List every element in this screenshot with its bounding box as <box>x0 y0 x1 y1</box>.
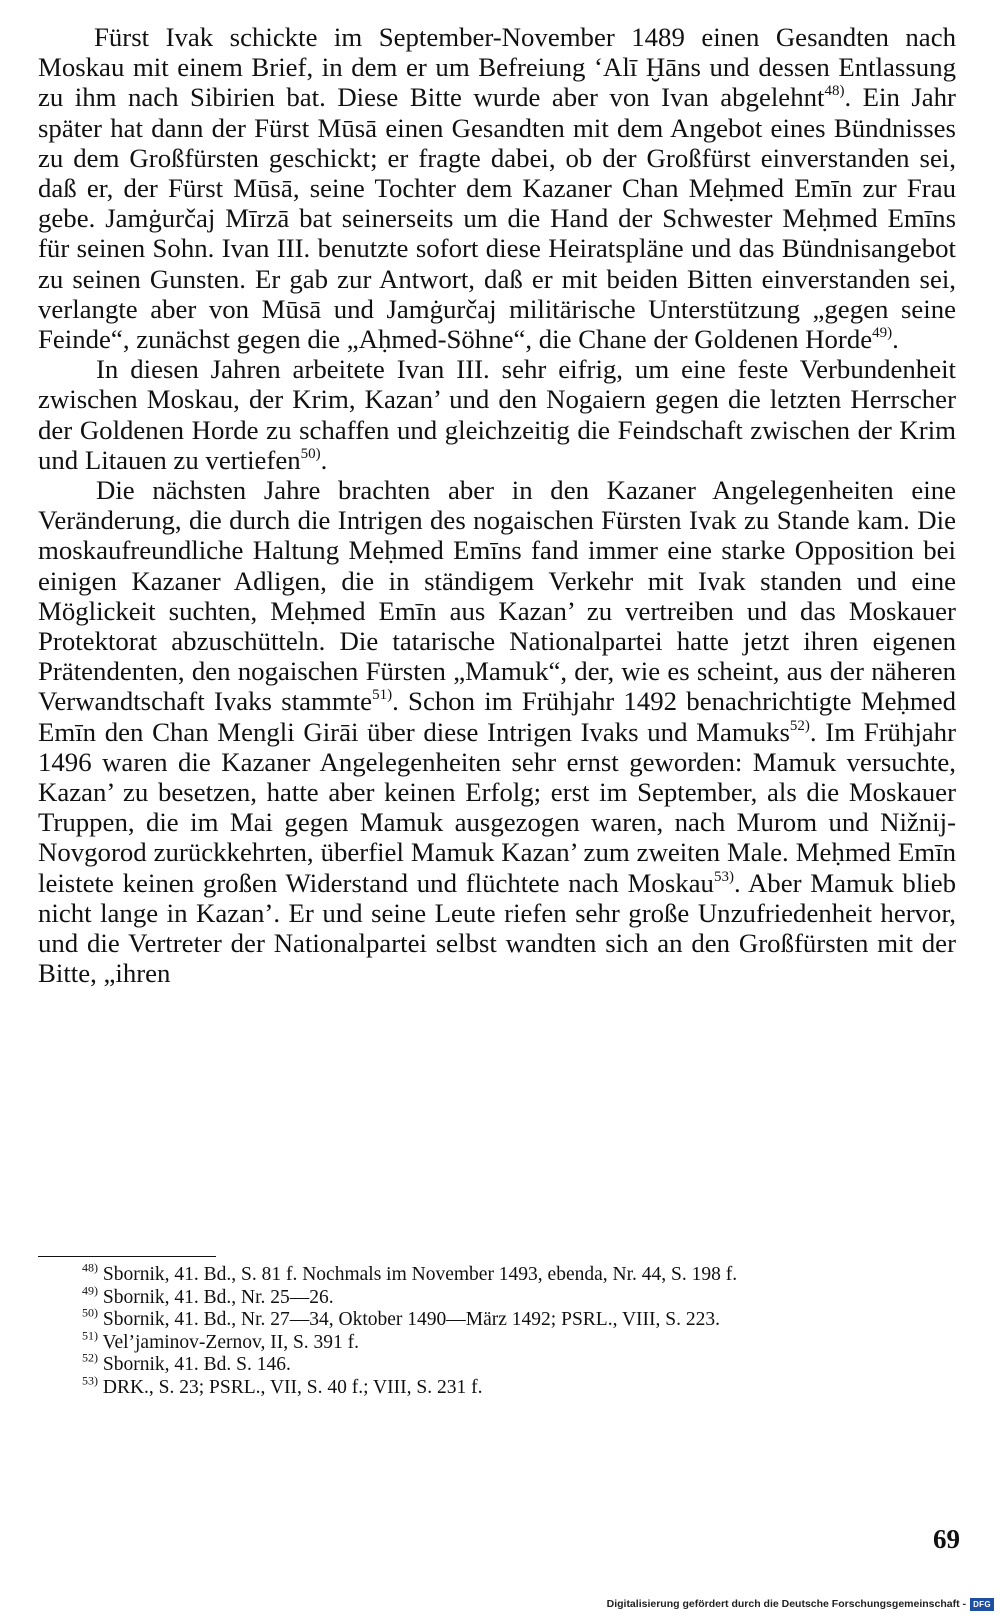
footnote-mark: 50) <box>82 1305 98 1320</box>
paragraph <box>38 22 956 354</box>
footnote <box>38 1328 956 1355</box>
dfg-logo-icon: DFG <box>970 1598 994 1611</box>
text-span: . Im Frühjahr 1496 waren die Kazaner Angelegenheiten sehr ernst geworden: Mamuk versuchte, Kazan’ zu besetzen, hatte aber keinen Erfolg; erst im September, als die Moskauer Truppen, die im Mai gegen Mamuk ausgezogen waren, nach Murom und Nižnij-Novgorod zurückkehrten, überfiel Mamuk Kazan’ zum zweiten Male. Meḥmed Emīn leistete keinen großen Widerstand und flüchtete nach Moskau <box>38 716 956 898</box>
footnote-mark: 49) <box>82 1283 98 1298</box>
text-span: . Ein Jahr später hat dann der Fürst Mūsā einen Gesandten mit dem Angebot eines Bündnisses zu dem Großfürsten geschickt; er fragte dabei, ob der Großfürst einverstanden sei, daß er, der Fürst Mūsā, seine Tochter dem Kazaner Chan Meḥmed Emīn zur Frau gebe. Jamġurčaj Mīrzā bat seinerseits um die Hand der Schwester Meḥmed Emīns für seinen Sohn. Ivan III. benutzte sofort diese Heiratspläne und das Bündnisangebot zu seinen Gunsten. Er gab zur Antwort, daß er mit beiden Bitten einverstanden sei, verlangte aber von Mūsā und Jamġurčaj militärische Unterstützung „gegen seine Feinde“, zunächst gegen die „Aḥmed-Söhne“, die Chane der Goldenen Horde <box>38 82 956 355</box>
text-span: . <box>320 444 328 475</box>
footnote-ref: 50) <box>300 445 321 462</box>
credit-text: Digitalisierung gefördert durch die Deutsche Forschungsgemeinschaft - <box>606 1598 966 1610</box>
footnote-mark: 48) <box>82 1260 98 1275</box>
text-span: Fürst Ivak schickte im September-November 1489 einen Gesandten nach Moskau mit einem Brief, in dem er um Befreiung ‘Alī Ḫāns und dessen Entlassung zu ihm nach Sibirien bat. Diese Bitte wurde aber von Ivan abgelehnt <box>38 22 956 113</box>
footnote-text: Sbornik, 41. Bd. S. 146. <box>102 1354 291 1376</box>
footnote-text: Sbornik, 41. Bd., Nr. 25—26. <box>102 1286 334 1308</box>
main-text <box>38 22 956 989</box>
footnote <box>38 1283 956 1310</box>
footnote-ref: 49) <box>872 324 893 341</box>
footnote-text: DRK., S. 23; PSRL., VII, S. 40 f.; VIII, S. 231 f. <box>102 1376 483 1398</box>
footnote-text: Sbornik, 41. Bd., S. 81 f. Nochmals im November 1493, ebenda, Nr. 44, S. 198 f. <box>102 1264 738 1285</box>
footnote-mark: 51) <box>82 1328 98 1343</box>
footnote-text: Sbornik, 41. Bd., Nr. 27—34, Oktober 1490—März 1492; PSRL., VIII, S. 223. <box>102 1309 721 1331</box>
footnote <box>38 1260 956 1287</box>
text-span: . <box>892 324 899 355</box>
text-span: . Aber Mamuk blieb nicht lange in Kazan’. Er und seine Leute riefen sehr große Unzufriedenheit hervor, und die Vertreter der Nationalpartei selbst wandten sich an den Großfürsten mit der Bitte, „ihren <box>38 867 956 989</box>
digitization-credit <box>607 1596 994 1612</box>
footnote-ref: 53) <box>713 868 734 885</box>
paragraph <box>38 475 956 988</box>
footnote-mark: 53) <box>82 1373 98 1388</box>
footnote-separator <box>38 1256 216 1257</box>
footnote <box>38 1305 956 1332</box>
text-span: . Schon im Frühjahr 1492 benachrichtigte Meḥmed Emīn den Chan Mengli Girāi über diese Intrigen Ivaks und Mamuks <box>38 686 956 747</box>
footnote-ref: 52) <box>789 717 810 734</box>
footnote-ref: 48) <box>824 83 845 100</box>
footnote-mark: 52) <box>82 1350 98 1365</box>
paragraph <box>38 354 956 475</box>
footnote-text: Vel’jaminov-Zernov, II, S. 391 f. <box>102 1331 360 1353</box>
footnote-ref: 51) <box>372 687 393 704</box>
text-span: Die nächsten Jahre brachten aber in den Kazaner Angelegenheiten eine Veränderung, die durch die Intrigen des nogaischen Fürsten Ivak zu Stande kam. Die moskaufreundliche Haltung Meḥmed Emīns fand immer eine starke Opposition bei einigen Kazaner Adligen, die in ständigem Verkehr mit Ivak standen und eine Möglickeit suchten, Meḥmed Emīn aus Kazan’ zu vertreiben und das Moskauer Protektorat abzuschütteln. Die tatarische Nationalpartei hatte jetzt ihren eigenen Prätendenten, den nogaischen Fürsten „Mamuk“, der, wie es scheint, aus der näheren Verwandtschaft Ivaks stammte <box>38 475 956 717</box>
page-number: 69 <box>933 1524 960 1554</box>
footnote <box>38 1350 956 1377</box>
text-span: In diesen Jahren arbeitete Ivan III. sehr eifrig, um eine feste Verbundenheit zwischen Moskau, der Krim, Kazan’ und den Nogaiern gegen die letzten Herrscher der Goldenen Horde zu schaffen und gleichzeitig die Feindschaft zwischen der Krim und Litauen zu vertiefen <box>38 354 956 475</box>
footnote <box>38 1373 956 1400</box>
footnotes <box>38 1260 956 1400</box>
